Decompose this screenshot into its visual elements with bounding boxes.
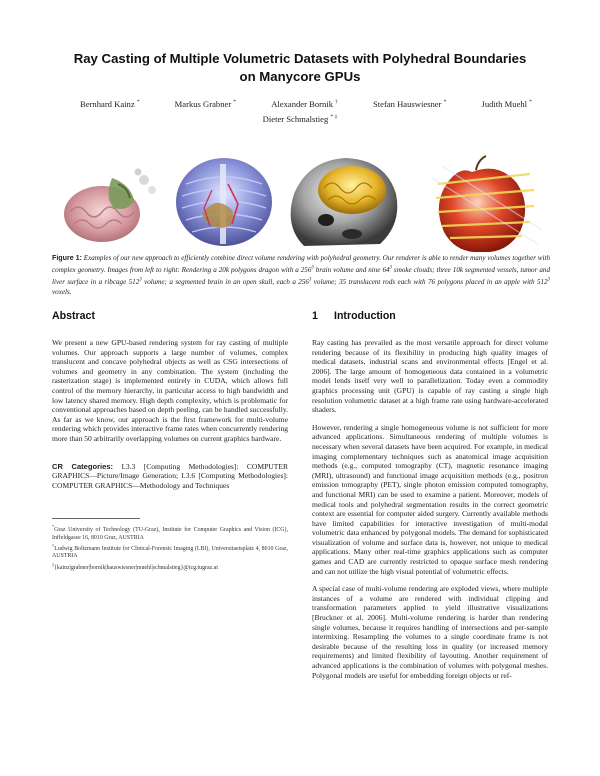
apple-rods-image bbox=[432, 156, 542, 252]
title-line-1: Ray Casting of Multiple Volumetric Datasets with Polyhedral Boundaries bbox=[73, 51, 527, 66]
cr-categories: CR Categories: I.3.3 [Computing Methodologies]: COMPUTER GRAPHICS—Picture/Image Generation; I.3.6 [Computing Methodologies]: COMPUTER GRAPHICS—Methodology and Techniques bbox=[52, 461, 288, 490]
author-4: Stefan Hauswiesner * bbox=[372, 98, 447, 109]
footnote-2: †Ludwig Boltzmann Institute for Clinical-Forensic Imaging (LBI), Universitaetsplatz 4, 8010 Graz, AUSTRIA bbox=[52, 543, 289, 560]
author-3: Alexander Bornik † bbox=[271, 98, 338, 109]
teaser-figure bbox=[52, 154, 550, 252]
author-6: Dieter Schmalstieg * ‡ bbox=[262, 113, 338, 124]
introduction-heading: 1 Introduction bbox=[312, 310, 396, 322]
abstract-heading: Abstract bbox=[52, 310, 95, 322]
teaser-figure-images bbox=[52, 154, 550, 252]
abstract-text: We present a new GPU-based rendering system for ray casting of multiple volumes. Our approach supports a large number of volumes, complex translucent and concave polyhedral objects as well as CSG intersections of volumes and geometry in any combination. The system (including the rasterization stage) is implemented entirely in CUDA, which allows full control of the memory hierarchy, in particular access to high bandwidth and low latency shared memory. High depth complexity, which is problematic for conventional approaches based on depth peeling, can be handled successfully. As far as we know, our approach is the first framework for multi-volume rendering which provides interactive frame rates when concurrently rendering more than 50 arbitrarily overlapping volumes on current graphics hardware. bbox=[52, 338, 288, 443]
paper-title bbox=[40, 50, 560, 86]
author-5: Judith Muehl * bbox=[481, 98, 532, 109]
footnotes bbox=[52, 523, 288, 572]
footnote-1: *Graz University of Technology (TU-Graz), Institute for Computer Graphics and Vision (ICG), Inffeldgasse 16, 8010 Graz, AUSTRIA bbox=[52, 524, 288, 541]
title-line-2: on Manycore GPUs bbox=[239, 69, 361, 84]
author-1: Bernhard Kainz * bbox=[80, 98, 140, 109]
author-list bbox=[40, 96, 560, 126]
ribcage-vessels-image bbox=[176, 158, 272, 246]
skull-brain-image bbox=[291, 158, 398, 246]
dragon-brain-image bbox=[64, 169, 156, 243]
figure-caption bbox=[52, 254, 550, 297]
left-column bbox=[52, 310, 288, 572]
right-column bbox=[312, 310, 548, 680]
intro-paragraph-3: A special case of multi-volume rendering are exploded views, where multiple instances of a volume are rendered with individual clipping and transformation parameters applied to yield illustrative visualizations [Bruckner et al. 2006]. Multi-volume rendering is harder than rendering single volumes, because it requires handling of intersections and per-sample intermixing. Resampling the volumes to a single coordinate frame is not desirable because of the resulting loss in quality (or increased memory requirements) and limited flexibility of layouting. Another requirement of advanced applications is the combination of volumes with polygonal meshes. Polygonal models are useful for embedding foreign objects or ref- bbox=[312, 584, 548, 680]
intro-paragraph-1: Ray casting has prevailed as the most versatile approach for direct volume rendering because of its flexibility in producing high quality images of medical datasets, industrial scans and environmental effects [Engel et al. 2006]. The large amount of homogeneous data contained in a volumetric model lends itself very well to parallelization. Today even a commodity graphics processing unit (GPU) is capable of ray casting a single high resolution volumetric dataset at a high frame rate using hardware-accelerated shaders. bbox=[312, 338, 548, 415]
intro-paragraph-2: However, rendering a single homogeneous volume is not sufficient for more advanced applications. Simultaneous rendering of multiple volumes is necessary when several datasets have been acquired. For example, in medical imaging complementary techniques such as anatomical image acquisition methods (e.g., computed tomography (CT), magnetic resonance imaging (MRI), ultrasound) and functional image acquisition methods (e.g., positron emission tomography (PET), single photon emission computed tomography, and functional MRI) can be used to examine a patient. Moreover, models of medical tools and polyhedral segmentation results in the correct geometric context are essential for computer aided surgery. Currently available methods have limited capabilities for interactive investigation of multi-modal volumetric data enhanced by polygonal models. The demand for sophisticated visualization of volume and surface data is, however, not unique to medical applications. Many other real-time graphics applications such as computer games and CAD are currently restricted to opaque surface mesh rendering and can not utilize the high visual potential of volumetric effects. bbox=[312, 422, 548, 576]
caption-text: Examples of our new approach to efficiently combine direct volume rendering with polyhedral geometry. Our renderer is able to render many volumes together with complex geometry. Images from left to right: Rendering a 20k polygons dragon with a $256^3$ brain volume and nine $64^3$ smoke clouds; three 10k segmented vessels, tumor and liver surface in a ribcage $512^3$ volume; a segmented brain in an open skull, each a $256^3$ volume; 35 translucent rods each with 76 polygons placed in an apple with $512^3$ voxels. bbox=[52, 254, 551, 296]
footnote-3: ‡{kainz|grabner|bornik|hauswiesner|muehl|schmalstieg}@icg.tugraz.at bbox=[52, 561, 218, 571]
footnote-rule bbox=[52, 518, 140, 519]
figure-label: Figure 1: bbox=[52, 254, 82, 262]
author-2: Markus Grabner * bbox=[174, 98, 237, 109]
